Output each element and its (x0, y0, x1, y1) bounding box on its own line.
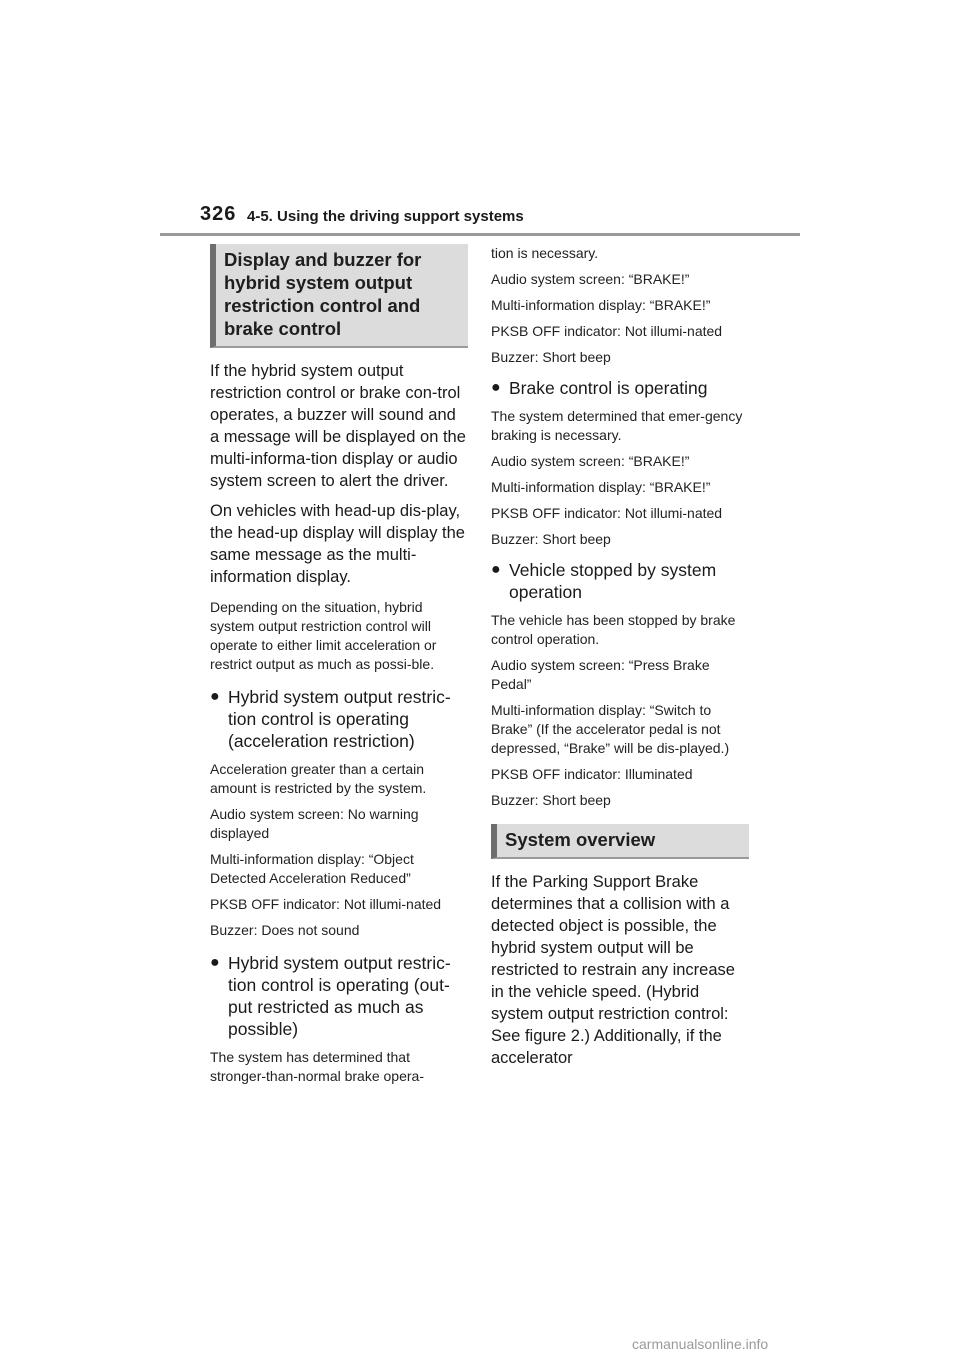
bullet-dot-icon: ● (210, 954, 220, 971)
left-column (210, 244, 468, 1086)
bullet-title: Hybrid system output restric-tion control is operating (out-put restricted as much as possible) (228, 953, 451, 1039)
mid-line: Multi-information display: “Switch to Brake” (If the accelerator pedal is not depressed, “Brake” will be dis-played.) (491, 702, 730, 756)
mid-line: Multi-information display: “Object Detected Acceleration Reduced” (210, 851, 414, 886)
section-title: 4-5. Using the driving support systems (247, 208, 524, 225)
buzzer-line: Buzzer: Short beep (491, 792, 611, 808)
audio-line: Audio system screen: “BRAKE!” (491, 453, 690, 469)
bullet-output-restricted (210, 952, 468, 1040)
buzzer-line: Buzzer: Short beep (491, 531, 611, 547)
buzzer-line: Buzzer: Short beep (491, 349, 611, 365)
bullet-dot-icon: ● (210, 688, 220, 705)
mid-line: Multi-information display: “BRAKE!” (491, 297, 711, 313)
pksb-line: PKSB OFF indicator: Not illumi-nated (210, 896, 442, 912)
audio-line: Audio system screen: No warning displayed (210, 806, 419, 841)
watermark: carmanualsonline.info (632, 1336, 769, 1352)
heading-system-overview: System overview (491, 824, 749, 859)
intro-paragraph: If the hybrid system output restriction control or brake con-trol operates, a buzzer will sound and a message will be displayed on the multi-informa-tion display or audio system screen to alert the driver. (210, 362, 466, 490)
bullet-acceleration-restriction (210, 686, 468, 752)
header-rule (160, 233, 800, 236)
pksb-line: PKSB OFF indicator: Not illumi-nated (491, 323, 723, 339)
bullet-desc: Acceleration greater than a certain amount is restricted by the system. (210, 761, 427, 796)
page-number: 326 (200, 203, 237, 225)
bullet-desc: The system determined that emer-gency braking is necessary. (491, 408, 743, 443)
audio-line: Audio system screen: “BRAKE!” (491, 271, 690, 287)
bullet-title: Vehicle stopped by system operation (509, 560, 717, 602)
bullet-desc: The system has determined that stronger-than-normal brake opera- (210, 1049, 424, 1084)
bullet-title: Hybrid system output restric-tion control is operating (acceleration restriction) (228, 687, 451, 751)
heading-display-buzzer: Display and buzzer for hybrid system output restriction control and brake control (210, 244, 468, 348)
page-header (0, 0, 960, 240)
pksb-line: PKSB OFF indicator: Not illumi-nated (491, 505, 723, 521)
mid-line: Multi-information display: “BRAKE!” (491, 479, 711, 495)
audio-line: Audio system screen: “Press Brake Pedal” (491, 657, 710, 692)
right-column (491, 244, 749, 1069)
bullet-dot-icon: ● (491, 379, 501, 396)
continued-text: tion is necessary. (491, 245, 599, 261)
bullet-dot-icon: ● (491, 561, 501, 578)
bullet-brake-control (491, 377, 749, 399)
buzzer-line: Buzzer: Does not sound (210, 922, 360, 938)
hud-paragraph: On vehicles with head-up dis-play, the head-up display will display the same message as the multi-information display. (210, 502, 465, 586)
bullet-title: Brake control is operating (509, 378, 708, 398)
pksb-line: PKSB OFF indicator: Illuminated (491, 766, 693, 782)
note-paragraph: Depending on the situation, hybrid system output restriction control will operate to either limit acceleration or restrict output as much as possi-ble. (210, 599, 437, 672)
bullet-desc: The vehicle has been stopped by brake control operation. (491, 612, 736, 647)
bullet-vehicle-stopped (491, 559, 749, 603)
overview-paragraph: If the Parking Support Brake determines that a collision with a detected object is possible, the hybrid system output will be restricted to restrain any increase in the vehicle speed. (Hybrid system output restriction control: See figure 2.) Additionally, if the accelerator (491, 873, 735, 1067)
